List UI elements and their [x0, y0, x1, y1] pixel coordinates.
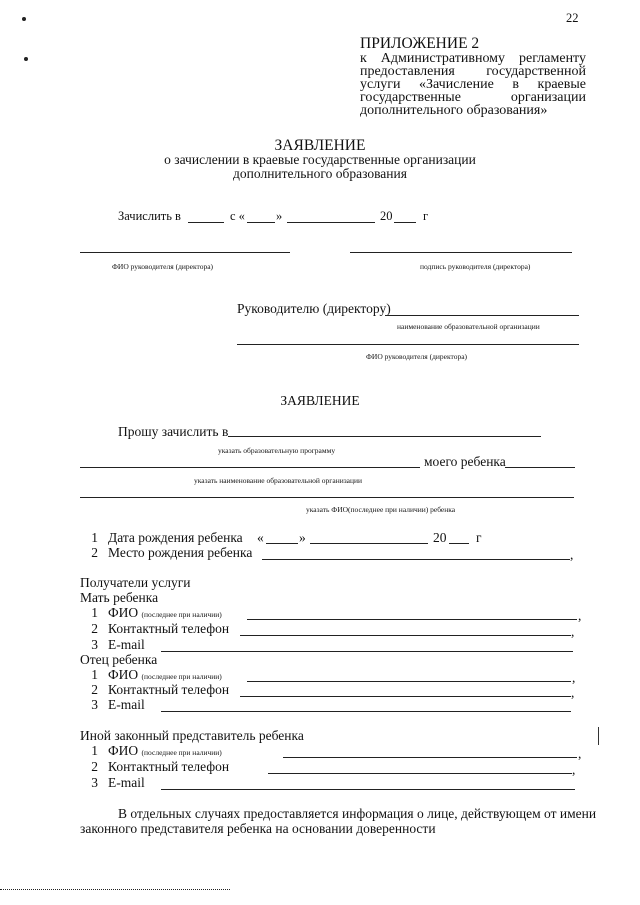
- enroll-year-field[interactable]: [394, 222, 416, 223]
- father-email-label: E-mail: [108, 697, 145, 712]
- footer-note-line-1: В отдельных случаях предоставляется информация о лице, действующем от имени: [118, 806, 597, 821]
- child-birthdate-label: Дата рождения ребенка: [108, 530, 243, 545]
- director-signature-caption: подпись руководителя (директора): [420, 262, 531, 271]
- child-fio-caption: указать ФИО(последнее при наличии) ребенка: [306, 505, 456, 514]
- other-phone-comma: ,: [572, 762, 576, 777]
- child-birthplace-row: [80, 545, 252, 561]
- other-fio-label: ФИО: [108, 743, 139, 758]
- enroll-year-prefix: 20: [380, 209, 393, 223]
- father-fio-note: (последнее при наличии): [141, 672, 222, 681]
- mother-email-field[interactable]: [161, 651, 573, 652]
- birth-day-field[interactable]: [266, 543, 298, 544]
- request-label: Прошу зачислить в: [118, 424, 229, 439]
- father-fio-comma: ,: [572, 670, 576, 685]
- addressee-org-field[interactable]: [385, 315, 579, 316]
- addressee-org-caption: наименование образовательной организации: [397, 322, 540, 331]
- enroll-year-suffix: г: [423, 209, 429, 223]
- other-phone-number: 2: [91, 759, 98, 774]
- other-phone-label: Контактный телефон: [108, 759, 230, 774]
- birth-year-suffix: г: [476, 530, 482, 545]
- father-fio-row: [80, 667, 222, 683]
- annex-title: ПРИЛОЖЕНИЕ 2: [360, 35, 480, 52]
- director-signature-field[interactable]: [350, 252, 572, 253]
- birth-year-prefix: 20: [433, 530, 447, 545]
- other-email-field[interactable]: [161, 789, 575, 790]
- mother-fio-comma: ,: [578, 608, 582, 623]
- mother-fio-row: [80, 605, 222, 621]
- other-email-number: 3: [91, 775, 98, 790]
- other-email-row: [80, 775, 145, 791]
- child-birthplace-number: 2: [91, 545, 98, 560]
- addressee-label: Руководителю (директору): [237, 301, 391, 316]
- father-phone-label: Контактный телефон: [108, 682, 230, 697]
- program-field[interactable]: [228, 436, 541, 437]
- org-caption: указать наименование образовательной организации: [194, 476, 363, 485]
- mother-heading: Мать ребенка: [80, 590, 159, 605]
- father-phone-field[interactable]: [240, 696, 571, 697]
- father-email-row: [80, 697, 145, 713]
- director-fio-caption: ФИО руководителя (директора): [112, 262, 214, 271]
- mother-fio-note: (последнее при наличии): [141, 610, 222, 619]
- birth-date-open-quote: «: [257, 530, 264, 545]
- father-email-field[interactable]: [161, 711, 571, 712]
- child-birthdate-number: 1: [91, 530, 98, 545]
- mother-fio-number: 1: [91, 605, 98, 620]
- mother-email-label: E-mail: [108, 637, 145, 652]
- text-cursor: [598, 727, 599, 745]
- other-fio-comma: ,: [578, 746, 582, 761]
- director-fio-field[interactable]: [80, 252, 290, 253]
- footnote-separator: [0, 889, 230, 890]
- birth-year-field[interactable]: [449, 543, 469, 544]
- enroll-quote-close: »: [276, 209, 283, 223]
- enroll-label: Зачислить в: [118, 209, 181, 223]
- footer-note-line-2: законного представителя ребенка на основании доверенности: [80, 821, 436, 836]
- mother-phone-number: 2: [91, 621, 98, 636]
- other-phone-field[interactable]: [268, 773, 572, 774]
- father-fio-number: 1: [91, 667, 98, 682]
- enroll-org-field[interactable]: [188, 222, 224, 223]
- father-email-number: 3: [91, 697, 98, 712]
- program-caption: указать образовательную программу: [218, 446, 336, 455]
- mother-phone-label: Контактный телефон: [108, 621, 230, 636]
- margin-dot-middle: [24, 57, 28, 61]
- mother-phone-comma: ,: [571, 624, 575, 639]
- enroll-from-label: с «: [230, 209, 245, 223]
- document-subtitle-1: о зачислении в краевые государственные организации: [164, 152, 476, 167]
- mother-email-number: 3: [91, 637, 98, 652]
- father-fio-field[interactable]: [247, 681, 571, 682]
- enroll-month-field[interactable]: [287, 222, 375, 223]
- recipients-heading: Получатели услуги: [80, 575, 191, 590]
- other-fio-number: 1: [91, 743, 98, 758]
- org-field[interactable]: [80, 467, 420, 468]
- child-birthplace-label: Место рождения ребенка: [108, 545, 253, 560]
- other-email-label: E-mail: [108, 775, 145, 790]
- mother-phone-field[interactable]: [240, 635, 571, 636]
- father-phone-row: [80, 682, 229, 698]
- father-phone-number: 2: [91, 682, 98, 697]
- other-fio-row: [80, 743, 222, 759]
- addressee-fio-caption: ФИО руководителя (директора): [366, 352, 468, 361]
- child-birthdate-row: [80, 530, 243, 546]
- other-representative-heading: Иной законный представитель ребенка: [80, 728, 304, 743]
- birthplace-comma: ,: [570, 547, 574, 562]
- margin-dot-top: [22, 17, 26, 21]
- birth-date-close-quote: »: [299, 530, 306, 545]
- other-fio-field[interactable]: [283, 757, 577, 758]
- document-subtitle-2: дополнительного образования: [233, 166, 407, 181]
- enroll-day-field[interactable]: [247, 222, 275, 223]
- annex-text: к Административному регламенту предоставления государственной услуги «Зачисление в краевые государственные организации дополнительного образования»: [360, 51, 586, 118]
- mother-fio-label: ФИО: [108, 605, 139, 620]
- other-fio-note: (последнее при наличии): [141, 748, 222, 757]
- mother-fio-field[interactable]: [247, 619, 577, 620]
- application-title: ЗАЯВЛЕНИЕ: [280, 393, 360, 408]
- birthplace-field[interactable]: [262, 559, 570, 560]
- my-child-field[interactable]: [505, 467, 575, 468]
- document-title: ЗАЯВЛЕНИЕ: [274, 137, 366, 154]
- child-fio-field[interactable]: [80, 497, 574, 498]
- birth-month-field[interactable]: [310, 543, 428, 544]
- other-phone-row: [80, 759, 229, 775]
- page-number: 22: [566, 11, 579, 25]
- my-child-label: моего ребенка: [424, 454, 506, 469]
- addressee-fio-field[interactable]: [237, 344, 579, 345]
- mother-email-row: [80, 637, 145, 653]
- father-fio-label: ФИО: [108, 667, 139, 682]
- father-heading: Отец ребенка: [80, 652, 158, 667]
- annex-block: [360, 35, 586, 117]
- mother-phone-row: [80, 621, 229, 637]
- father-phone-comma: ,: [571, 685, 575, 700]
